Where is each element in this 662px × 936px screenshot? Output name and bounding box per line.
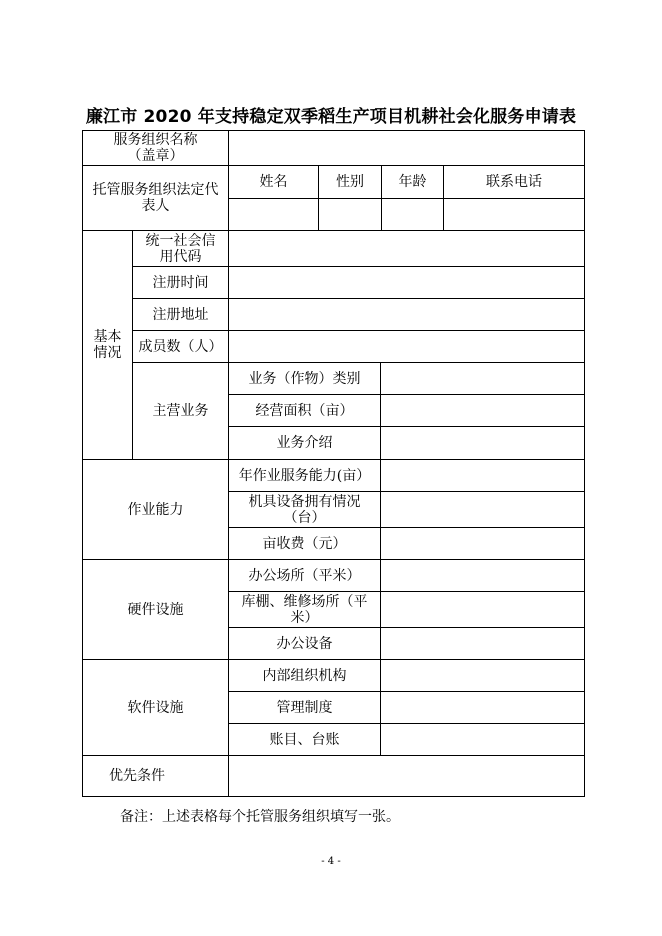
- label-main-business: 主营业务: [132, 362, 229, 460]
- label-basic-info: 基本情况: [82, 230, 133, 460]
- label-office-space: 办公场所（平米）: [228, 559, 381, 592]
- business-intro-field[interactable]: [380, 426, 585, 460]
- rep-name-field[interactable]: [228, 198, 319, 231]
- label-storage: 库棚、维修场所（平米）: [228, 591, 381, 628]
- fee-field[interactable]: [380, 527, 585, 560]
- credit-code-field[interactable]: [228, 230, 585, 267]
- label-hardware: 硬件设施: [82, 559, 229, 660]
- accounts-field[interactable]: [380, 723, 585, 756]
- label-equipment: 机具设备拥有情况（台）: [228, 491, 381, 528]
- annual-capacity-field[interactable]: [380, 459, 585, 492]
- business-area-field[interactable]: [380, 394, 585, 427]
- rep-phone-field[interactable]: [443, 198, 585, 231]
- office-space-field[interactable]: [380, 559, 585, 592]
- label-office-equipment: 办公设备: [228, 627, 381, 660]
- label-members: 成员数（人）: [132, 330, 229, 363]
- business-category-field[interactable]: [380, 362, 585, 395]
- label-fee: 亩收费（元）: [228, 527, 381, 560]
- header-age: 年龄: [381, 165, 444, 199]
- label-management: 管理制度: [228, 691, 381, 724]
- org-name-field[interactable]: [228, 130, 585, 166]
- reg-address-field[interactable]: [228, 298, 585, 331]
- label-software: 软件设施: [82, 659, 229, 756]
- members-field[interactable]: [228, 330, 585, 363]
- rep-age-field[interactable]: [381, 198, 444, 231]
- page-number: - 4 -: [321, 856, 341, 867]
- label-priority: 优先条件: [82, 755, 229, 797]
- form-title: 廉江市 2020 年支持稳定双季稻生产项目机耕社会化服务申请表: [85, 107, 577, 127]
- reg-time-field[interactable]: [228, 266, 585, 299]
- label-org-structure: 内部组织机构: [228, 659, 381, 692]
- office-equipment-field[interactable]: [380, 627, 585, 660]
- label-business-intro: 业务介绍: [228, 426, 381, 460]
- label-reg-address: 注册地址: [132, 298, 229, 331]
- label-reg-time: 注册时间: [132, 266, 229, 299]
- label-org-name: 服务组织名称（盖章）: [82, 130, 229, 166]
- priority-field[interactable]: [228, 755, 585, 797]
- footnote: 备注：上述表格每个托管服务组织填写一张。: [120, 809, 400, 825]
- label-annual-capacity: 年作业服务能力(亩）: [228, 459, 381, 492]
- management-field[interactable]: [380, 691, 585, 724]
- label-legal-rep: 托管服务组织法定代表人: [82, 165, 229, 231]
- rep-gender-field[interactable]: [318, 198, 382, 231]
- header-gender: 性别: [318, 165, 382, 199]
- org-structure-field[interactable]: [380, 659, 585, 692]
- label-business-area: 经营面积（亩）: [228, 394, 381, 427]
- label-accounts: 账目、台账: [228, 723, 381, 756]
- header-phone: 联系电话: [443, 165, 585, 199]
- equipment-field[interactable]: [380, 491, 585, 528]
- label-credit-code: 统一社会信用代码: [132, 230, 229, 267]
- header-name: 姓名: [228, 165, 319, 199]
- label-business-category: 业务（作物）类别: [228, 362, 381, 395]
- storage-field[interactable]: [380, 591, 585, 628]
- label-capacity: 作业能力: [82, 459, 229, 560]
